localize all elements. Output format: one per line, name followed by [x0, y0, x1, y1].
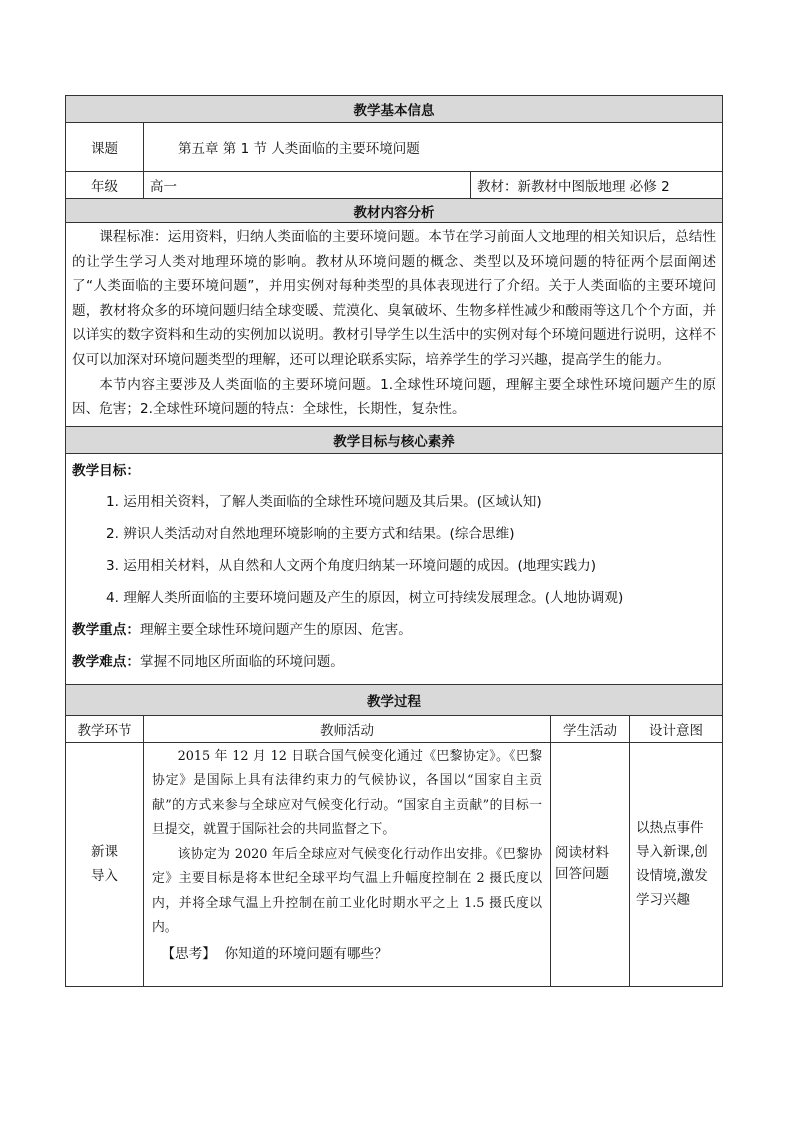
analysis-paragraph-2: 本节内容主要涉及人类面临的主要环境问题。1.全球性环境问题，理解主要全球性环境问题产生的原因、危害；2.全球性环境问题的特点：全球性，长期性，复杂性。 — [72, 376, 717, 418]
analysis-header: 教材内容分析 — [66, 199, 723, 223]
table-row — [66, 742, 723, 986]
objectives-header: 教学目标与核心素养 — [66, 426, 723, 453]
goal-item-4: 4. 理解人类所面临的主要环境问题及产生的原因，树立可持续发展理念。(人地协调观) — [106, 589, 624, 606]
col-student: 学生活动 — [551, 715, 630, 742]
goals-label: 教学目标： — [72, 462, 140, 479]
col-design: 设计意图 — [630, 715, 723, 742]
grade-label: 年级 — [66, 172, 144, 199]
topic-value: 第五章 第 1 节 人类面临的主要环境问题 — [144, 123, 723, 172]
grade-value: 高一 — [144, 172, 471, 199]
teacher-paragraph-2: 该协定为 2020 年后全球应对气候变化行动作出安排。《巴黎协定》主要目标是将本世纪全球平均气温上升幅度控制在 2 摄氏度以内，并将全球气温上升控制在前工业化时期水平之上 1.5 摄氏度以内。 — [152, 846, 542, 936]
process-header: 教学过程 — [66, 684, 723, 715]
textbook-info: 教材：新教材中图版地理 必修 2 — [471, 172, 723, 199]
teacher-paragraph-1: 2015 年 12 月 12 日联合国气候变化通过《巴黎协定》。《巴黎协定》是国际上具有法律约束力的气候协议，各国以“国家自主贡献”的方式来参与全球应对气候变化行动。“国家自主贡献”的目标一旦提交，就置于国际社会的共同监督之下。 — [152, 748, 542, 838]
goal-item-3: 3. 运用相关材料，从自然和人文两个角度归纳某一环境问题的成因。(地理实践力) — [106, 557, 597, 574]
stage-line-2: 导入 — [91, 868, 118, 885]
design-line-3: 设情境,激发 — [636, 868, 708, 885]
analysis-content — [66, 223, 723, 427]
student-line-2: 回答问题 — [555, 866, 609, 883]
lesson-plan-table — [65, 95, 723, 987]
col-teacher: 教师活动 — [144, 715, 551, 742]
key-point — [72, 614, 716, 646]
key-point-text: 理解主要全球性环境问题产生的原因、危害。 — [139, 621, 412, 638]
think-text: 你知道的环境问题有哪些？ — [224, 945, 388, 962]
think-question — [152, 942, 542, 967]
objectives-content — [66, 453, 723, 684]
design-line-2: 导入新课,创 — [636, 844, 708, 861]
goal-item-1: 1. 运用相关资料，了解人类面临的全球性环境问题及其后果。(区域认知) — [106, 493, 542, 510]
lesson-plan-sheet — [65, 95, 722, 987]
stage-line-1: 新课 — [91, 844, 118, 861]
col-stage: 教学环节 — [66, 715, 144, 742]
student-line-1: 阅读材料 — [555, 845, 609, 862]
difficulty-text: 掌握不同地区所面临的环境问题。 — [139, 653, 344, 670]
basic-info-header: 教学基本信息 — [66, 96, 723, 123]
key-point-label: 教学重点： — [72, 621, 140, 638]
teacher-activity — [144, 742, 551, 986]
difficulty-label: 教学难点： — [72, 653, 140, 670]
difficulty-point — [72, 646, 716, 678]
stage-cell — [66, 742, 144, 986]
topic-label: 课题 — [66, 123, 144, 172]
design-line-4: 学习兴趣 — [636, 892, 690, 909]
goal-item-2: 2. 辨识人类活动对自然地理环境影响的主要方式和结果。(综合思维) — [106, 525, 515, 542]
think-label: 【思考】 — [161, 945, 216, 962]
analysis-paragraph-1: 课程标准：运用资料，归纳人类面临的主要环境问题。本节在学习前面人文地理的相关知识后，总结性的让学生学习人类对地理环境的影响。教材从环境问题的概念、类型以及环境问题的特征两个层面阐述了“人类面临的主要环境问题”，并用实例对每种类型的具体表现进行了介绍。关于人类面临的主要环境问题，教材将众多的环境问题归结全球变暖、荒漠化、臭氧破坏、生物多样性减少和酸雨等这几个个方面，并以详实的数字资料和生动的实例加以说明。教材引导学生以生活中的实例对每个环境问题进行说明，这样不仅可以加深对环境问题类型的理解，还可以理论联系实际，培养学生的学习兴趣，提高学生的能力。 — [72, 229, 717, 368]
student-activity — [551, 742, 630, 986]
design-line-1: 以热点事件 — [636, 820, 704, 837]
design-intent — [630, 742, 723, 986]
